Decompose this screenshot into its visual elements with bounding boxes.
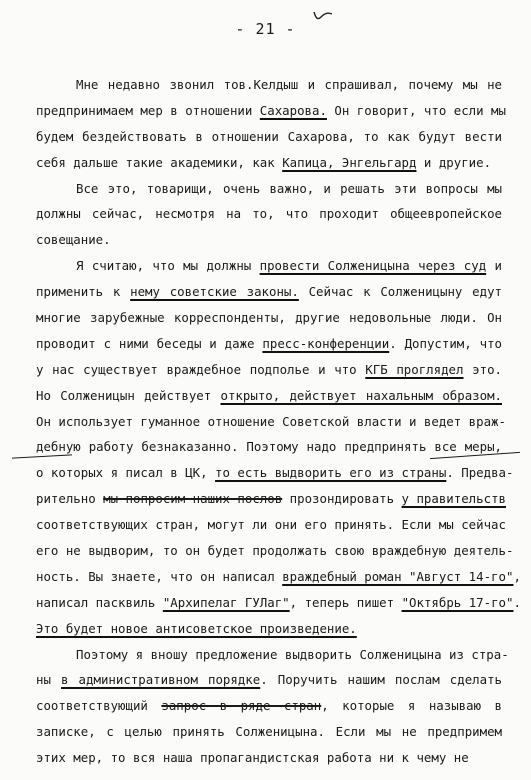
text-line [36,253,502,279]
text-run: соответствующих стран, могут ли они его принять. Если мы сейчас [36,517,506,533]
text-run: прозондировать [282,491,402,507]
underlined-text: у правительств [401,491,506,507]
text-run: . [513,594,521,610]
struck-text: мы попросим наших послов [103,491,283,507]
text-run: о которых я писал в ЦК, [36,465,216,481]
text-line [36,745,502,771]
text-line [36,590,521,616]
underlined-text: провести Солженицына через суд [259,258,487,274]
text-run: и [486,258,503,274]
text-run: . Поручить нашим послам сделать [260,672,502,688]
text-run: будем бездействовать в отношении Сахарова, то как будут вести [36,128,502,144]
text-run: Мне недавно звонил тов.Келдыш и спрашивал, почему мы не [76,77,502,92]
text-run: записке, с целью принять Солженицына. Если мы не предпримем [36,724,502,740]
text-line [36,331,502,357]
text-run: соответствующий [36,698,162,714]
text-line [36,616,502,642]
text-run: . Допустим, что [389,335,502,351]
underlined-text: Это будет новое антисоветское произведение. [36,620,357,636]
underlined-text: враждебный роман "Август 14-го" [282,568,514,584]
text-run: и другие. [416,154,492,170]
text-run: должны сейчас, несмотря на то, что проходит общеевропейское [36,206,502,222]
text-line [36,693,502,719]
text-line [36,72,502,98]
text-run: это. [463,361,502,377]
text-run: Поэтому я вношу предложение выдворить Солженицына из стра- [76,646,509,662]
text-run: Все это, товарищи, очень важно, и решать эти вопросы мы [76,180,502,196]
text-line [36,719,502,745]
text-run: рительно [36,491,104,507]
text-run: применить к [36,284,131,300]
text-line [36,176,502,202]
underlined-text: КГБ проглядел [365,361,464,377]
text-run: , [513,568,521,584]
text-run: Я считаю, что мы должны [76,258,260,274]
underlined-text: "Архипелаг ГУЛаг" [162,594,290,610]
text-line [36,357,502,383]
document-body [36,72,521,771]
text-line [36,642,509,668]
underlined-text: открыто, действует нахальным образом. [220,387,502,403]
text-run: предпринимаем мер в отношении [36,102,260,118]
text-line [36,383,502,409]
text-run: проводит с ними беседы и даже [36,335,263,351]
text-run: ность. Вы знаете, что он написал [36,568,283,584]
underlined-text: "Октябрь 17-го" [401,594,514,610]
text-run: Но Солженицын действует [36,387,221,403]
text-line [36,564,521,590]
text-run: , которые я называю в [321,698,502,714]
text-run: Сейчас к Солженицыну едут [298,284,502,300]
text-line [36,150,502,176]
text-line [36,124,502,150]
text-run: этих мер, то вся наша пропагандистская работа ни к чему не [36,750,469,766]
underlined-text: Сахарова. [259,102,327,118]
text-line [36,409,506,435]
text-run: , теперь пишет [289,594,402,610]
text-run: ны [36,672,62,688]
text-line [36,538,514,564]
text-line [36,460,514,486]
text-line [36,512,506,538]
text-line [36,201,502,227]
text-run: дебную работу безнаказанно. Поэтому надо предпринять все меры, [36,439,502,455]
text-run: Он говорит, что если мы [326,102,506,118]
text-line [36,98,506,124]
text-run: себя дальше такие академики, как [36,154,283,170]
text-line [36,227,502,253]
text-run: его не выдворим, то он будет продолжать свою враждебную деятель- [36,543,514,559]
page-number: - 21 - [235,20,296,38]
text-run: многие зарубежные корреспонденты, другие недовольные люди. Он [36,310,502,326]
underlined-text: пресс-конференции [262,335,390,351]
text-run: . Предва- [446,465,514,481]
underlined-text: Капица, Энгельгард [282,154,417,170]
underlined-text: в административном порядке [61,672,261,688]
text-run: написал пасквиль [36,594,163,610]
underlined-text: нему советские законы. [130,284,299,300]
text-line [36,434,502,460]
text-line [36,486,506,512]
text-run: Он использует гуманное отношение Советской власти и ведет враж- [36,413,506,429]
text-line [36,279,502,305]
text-run: совещание. [36,232,111,248]
text-run: у нас существует враждебное подполье и что [36,361,366,377]
struck-text: запрос в ряде стран [161,698,322,714]
text-line [36,305,502,331]
text-line [36,667,502,693]
underlined-text: то есть выдворить его из страны [215,465,447,481]
